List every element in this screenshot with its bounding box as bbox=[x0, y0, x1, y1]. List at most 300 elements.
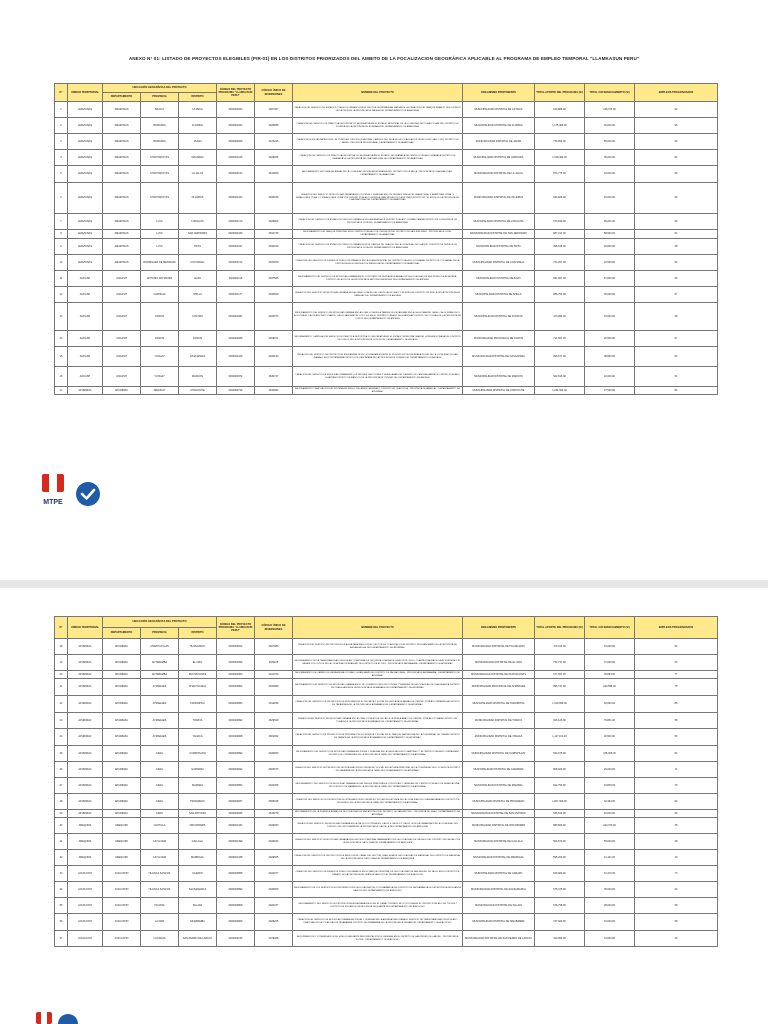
cell-provincia: ANTONIO RAYMONDI bbox=[141, 271, 179, 287]
cell-organismo: MUNICIPALIDAD DISTRITAL DE CALLALLI bbox=[463, 834, 535, 850]
document-title: ANEXO N° 01: LISTADO DE PROYECTOS ELEGIBLES (PIR-01) EN LOS DISTRITOS PRIORIZADOS DEL AMBITO DE LA FOCALIZACION GEOGRÁFICA APLICABLE AL PROGRAMA DE EMPLEO TEMPORAL "LLAMKASUN PERU" bbox=[128, 56, 640, 61]
cell-codigo-unico: 2499971 bbox=[255, 331, 293, 347]
cell-organismo: MUNICIPALIDAD DISTRITAL DE SILLIAN bbox=[463, 898, 535, 914]
cell-n: 29 bbox=[55, 810, 68, 818]
cell-organismo: MUNICIPALIDAD PROVINCIAL DE OCROS bbox=[463, 331, 535, 347]
cell-unidad: AMAZONAS bbox=[68, 255, 103, 271]
cell-distrito: NINABAMBA bbox=[179, 914, 217, 931]
cell-n: 28 bbox=[55, 794, 68, 810]
check-badge-icon bbox=[58, 1014, 78, 1024]
cell-organismo: MUNICIPALIDAD DISTRITAL DE CHACOCHE bbox=[463, 387, 535, 395]
header-n: N° bbox=[55, 84, 68, 102]
cell-codigo-unico: 2627986 bbox=[255, 639, 293, 655]
cell-empleos: 62 bbox=[635, 794, 718, 810]
cell-departamento: AMAZONAS bbox=[103, 150, 141, 166]
cell-distrito: LA PECA bbox=[179, 102, 217, 118]
cell-distrito: CURPAHUASI bbox=[179, 746, 217, 762]
cell-organismo: MUNICIPALIDAD DISTRITAL DE YANACA bbox=[463, 729, 535, 746]
cell-codigo-proyecto: 0000000163 bbox=[217, 102, 255, 118]
cell-departamento: ANCASH bbox=[103, 303, 141, 331]
cell-n: 18 bbox=[55, 639, 68, 655]
cell-distrito: SAN ANTONIO bbox=[179, 810, 217, 818]
cell-codigo-unico: 2634193 bbox=[255, 347, 293, 367]
cell-provincia: CARHUAZ bbox=[141, 287, 179, 303]
cell-codigo-unico: 2531105 bbox=[255, 655, 293, 671]
cell-organismo: MUNICIPALIDAD DISTRITAL DE SAN JERONIMO bbox=[463, 230, 535, 239]
cell-nombre-proyecto: CREACION DEL SERVICIO DE MOVILIDAD URBANA EN LOS PSTAS Y VEREDAS EN LOS JIRONES PERLA DEL IMAZA CDRA. 3, AMAZONAS CDRA. 3, MIRAFLORES CDRA. 2 Y MIRAFLORES CDRA 3 DE CENTRO POBLADO LA PERLA (SAN MIGUEL DE LA REYNA) DISTRITO DE OLLEROS DE LA PROVINCIA DE CHACHAPOYAS DEL DEPARTAMENTO DE AMAZONAS bbox=[293, 183, 463, 214]
cell-departamento: APURIMAC bbox=[103, 671, 141, 679]
cell-aporte: 473,999.00 bbox=[535, 303, 585, 331]
cell-departamento: AMAZONAS bbox=[103, 183, 141, 214]
cell-organismo: MUNICIPALIDAD DISTRITAL DE PACHACONAS bbox=[463, 671, 535, 679]
cell-aporte: 575,378.00 bbox=[535, 882, 585, 898]
cell-empleos: 52 bbox=[635, 102, 718, 118]
cell-aporte: 613,888.00 bbox=[535, 102, 585, 118]
cell-cofinanciamiento: 35,000.00 bbox=[585, 882, 635, 898]
cell-nombre-proyecto: CREACION DEL SERVICIO DE MOVILIDAD URBANA EN LOS JIRONES LAS FLORES Y HUASCARAN DEL CASERIO DE CANCHASHAPPA DE CENTRO POBLADO HUARYAN DISTRITO DE MANCOS DE LA PROVINCIA DE YUNGAY DEL DEPARTAMENTO DE ANCASH bbox=[293, 367, 463, 387]
cell-empleos: 54 bbox=[635, 746, 718, 762]
cell-organismo: MUNICIPALIDAD DISTRITAL DE SAN ANTONIO bbox=[463, 810, 535, 818]
cell-organismo: MUNICIPALIDAD DISTRITAL DE TORAYA bbox=[463, 713, 535, 729]
cell-nombre-proyecto: MEJORAMIENTO DE CAMINO DE HERRADURA COCHAUI - HUANCARAY DEL DISTRITO DE PACHACONAS - PROVINCIA DE ANTABAMBA - DEPARTAMENTO DE APURIMAC bbox=[293, 671, 463, 679]
cell-distrito: TAPAIRIHUA bbox=[179, 696, 217, 713]
cell-unidad: APURIMAC bbox=[68, 639, 103, 655]
cell-n: 33 bbox=[55, 866, 68, 882]
cell-organismo: MUNICIPALIDAD DISTRITAL DE COCHAS bbox=[463, 303, 535, 331]
cell-nombre-proyecto: CREACION DEL SERVICIO DE MOVILIDAD URBANA EN LAS VIAS LOCALES DE LA CALLE LA PERLA/ABAJO DE CENTRO POBLADO TORAYA DISTRITO DE TORAYA DE LA PROVINCIA DE AYMARAES DEL DEPARTAMENTO DE APURIMAC bbox=[293, 713, 463, 729]
cell-provincia: CHACHAPOYAS bbox=[141, 183, 179, 214]
cell-n: 14 bbox=[55, 331, 68, 347]
table-row bbox=[55, 746, 718, 762]
cell-codigo-unico: 2640509 bbox=[255, 287, 293, 303]
header-cofinanciamiento: TOTAL COFINANCIAMIENTO (S/) bbox=[585, 617, 635, 639]
cell-codigo-unico: 2515279 bbox=[255, 810, 293, 818]
cell-empleos: 48 bbox=[635, 834, 718, 850]
cell-codigo-unico: 2612259 bbox=[255, 696, 293, 713]
cell-distrito: SHILLA bbox=[179, 287, 217, 303]
table-row bbox=[55, 818, 718, 834]
cell-aporte: 812,793.00 bbox=[535, 778, 585, 794]
table-row bbox=[55, 729, 718, 746]
cell-nombre-proyecto: CREACION DEL SERVICIO DE PROMOCION DE INTEGRACION ECONOMICA Y SOCIAL EN LA PLAZA DE ARMAS DE CENTRO POBLADO TAPAIRIHUA DISTRITO DE TAPAIRIHUA DE LA PROVINCIA DE AYMARAES DEL DEPARTAMENTO DE APURIMAC bbox=[293, 696, 463, 713]
cell-nombre-proyecto: CREACION DEL SERVICIO DE ESPACIOS PUBLICOS URBANOS EN LA ALAMEDA DE CENTRO POBLADO CORRAL PAMPA DISTRITO DE LONGUITA DE LA PROVINCIA DE LUYA DEL DEPARTAMENTO DE AMAZONAS bbox=[293, 214, 463, 230]
cell-empleos: 53 bbox=[635, 655, 718, 671]
header-distrito: DISTRITO bbox=[179, 93, 217, 102]
cell-codigo-proyecto: 0000000974 bbox=[217, 639, 255, 655]
cell-empleos: 84 bbox=[635, 150, 718, 166]
cell-departamento: APURIMAC bbox=[103, 778, 141, 794]
cell-codigo-unico: 2633063 bbox=[255, 818, 293, 834]
header-provincia: PROVINCIA bbox=[141, 93, 179, 102]
cell-empleos: 64 bbox=[635, 271, 718, 287]
cell-codigo-unico: 2631366 bbox=[255, 778, 293, 794]
cell-unidad: AMAZONAS bbox=[68, 134, 103, 150]
cell-codigo-proyecto: 0000000993 bbox=[217, 882, 255, 898]
header-organismo: ORGANISMO PROPONENTE bbox=[463, 84, 535, 102]
cell-distrito: LONGUITA bbox=[179, 214, 217, 230]
cell-distrito: CALLALLI bbox=[179, 834, 217, 850]
header-empleos: EMPLEOS PROGRAMADOS bbox=[635, 617, 718, 639]
table-row bbox=[55, 834, 718, 850]
cell-departamento: AMAZONAS bbox=[103, 214, 141, 230]
cell-aporte: 399,577.00 bbox=[535, 347, 585, 367]
mtpe-logo-text: MTPE bbox=[43, 499, 63, 506]
cell-unidad: APURIMAC bbox=[68, 713, 103, 729]
cell-cofinanciamiento: 20,800.00 bbox=[585, 239, 635, 255]
cell-n: 12 bbox=[55, 287, 68, 303]
cell-unidad: APURIMAC bbox=[68, 387, 103, 395]
cell-unidad: APURIMAC bbox=[68, 746, 103, 762]
table-row bbox=[55, 134, 718, 150]
cell-departamento: AMAZONAS bbox=[103, 102, 141, 118]
table-row bbox=[55, 150, 718, 166]
cell-cofinanciamiento: 28,000.00 bbox=[585, 898, 635, 914]
cell-departamento: AMAZONAS bbox=[103, 166, 141, 183]
cell-empleos: 51 bbox=[635, 367, 718, 387]
cell-codigo-unico: 2441760 bbox=[255, 671, 293, 679]
cell-empleos: 52 bbox=[635, 347, 718, 367]
cell-cofinanciamiento: 79,851.00 bbox=[585, 713, 635, 729]
cell-n: 4 bbox=[55, 150, 68, 166]
cell-n: 16 bbox=[55, 367, 68, 387]
cell-n: 5 bbox=[55, 166, 68, 183]
cell-distrito: SILLIAN bbox=[179, 898, 217, 914]
cell-provincia: CAYLLOMA bbox=[141, 834, 179, 850]
table-row bbox=[55, 387, 718, 395]
cell-empleos: 84 bbox=[635, 387, 718, 395]
table-row bbox=[55, 230, 718, 239]
cell-unidad: APURIMAC bbox=[68, 810, 103, 818]
cell-provincia: LUYA bbox=[141, 230, 179, 239]
table-row bbox=[55, 810, 718, 818]
table-row bbox=[55, 639, 718, 655]
cell-departamento: APURIMAC bbox=[103, 679, 141, 696]
cell-codigo-proyecto: 0000001399 bbox=[217, 834, 255, 850]
cell-aporte: 632,613.00 bbox=[535, 367, 585, 387]
cell-aporte: 1,117,100.00 bbox=[535, 729, 585, 746]
header-distrito: DISTRITO bbox=[179, 628, 217, 639]
cell-nombre-proyecto: CREACION DEL SERVICIO DE PRACTICA DEPORTIVA Y/O RECREATIVA EN EL ESTADIO DE GRANADA DE CENTRO POBLADO GRANADA DISTRITO DE GRANADA DE LA PROVINCIA DE CHACHAPOYAS DEL DEPARTAMENTO DE AMAZONAS bbox=[293, 150, 463, 166]
cell-departamento: ANCASH bbox=[103, 331, 141, 347]
table-row bbox=[55, 287, 718, 303]
cell-departamento: APURIMAC bbox=[103, 810, 141, 818]
cell-provincia: AYMARAES bbox=[141, 696, 179, 713]
cell-cofinanciamiento: 32,494.00 bbox=[585, 794, 635, 810]
table-row bbox=[55, 671, 718, 679]
cell-provincia: CHACHAPOYAS bbox=[141, 166, 179, 183]
projects-table-page-1 bbox=[54, 83, 718, 395]
cell-codigo-unico: 2631977 bbox=[255, 866, 293, 882]
cell-codigo-proyecto: 0000000922 bbox=[217, 762, 255, 778]
cell-n: 15 bbox=[55, 347, 68, 367]
cell-cofinanciamiento: 31,472.00 bbox=[585, 866, 635, 882]
cell-organismo: MUNICIPALIDAD DISTRITAL DE CURPAHUASI bbox=[463, 746, 535, 762]
cell-unidad: AMAZONAS bbox=[68, 166, 103, 183]
cell-codigo-proyecto: 0000000289 bbox=[217, 331, 255, 347]
cell-organismo: MUNICIPALIDAD DISTRITAL DE TAPAIRIHUA bbox=[463, 696, 535, 713]
cell-nombre-proyecto: CREACION DEL SERVICIO DE ESPACIOS PUBLICOS URBANOS EN EL PARQUE DE CHAQUIL DE LA LOCALIDAD DE CHAQUIL, DISTRITO DE TRITA DE LA PROVINCIA DE LUYA DEL DEPARTAMENTO DE AMAZONAS bbox=[293, 239, 463, 255]
cell-nombre-proyecto: MEJORAMIENTO DE PLAZA DE ARMAS DE LA LOCALIDAD DE NUEVA ESPERANZA DEL DISTRITO DE LA JALCA - PROVINCIA DE CHACHAPOYAS - DEPARTAMENTO DE AMAZONAS bbox=[293, 166, 463, 183]
cell-departamento: AYACUCHO bbox=[103, 898, 141, 914]
cell-aporte: 733,953.00 bbox=[535, 134, 585, 150]
cell-provincia: GRAU bbox=[141, 794, 179, 810]
cell-n: 8 bbox=[55, 230, 68, 239]
cell-codigo-proyecto: 0000001334 bbox=[217, 818, 255, 834]
cell-distrito: GAMARRA bbox=[179, 762, 217, 778]
cell-nombre-proyecto: CREACION DEL SERVICIO DE MOVILIDAD URBANA EN LAS VIAS LOCALES DEL JIRON LAS FLORES Y JR BUIN DEL DISTRITO DE SHILLA DE LA PROVINCIA DE CARHUAZ DEL DEPARTAMENTO DE ANCASH bbox=[293, 287, 463, 303]
cell-cofinanciamiento: 15,000.00 bbox=[585, 303, 635, 331]
cell-codigo-unico: 2634038 bbox=[255, 183, 293, 214]
cell-departamento: APURIMAC bbox=[103, 762, 141, 778]
cell-distrito: YANACA bbox=[179, 729, 217, 746]
cell-codigo-unico: 2602952 bbox=[255, 729, 293, 746]
cell-distrito: TRITA bbox=[179, 239, 217, 255]
cell-codigo-unico: 2629966 bbox=[255, 150, 293, 166]
cell-empleos: 35 bbox=[635, 818, 718, 834]
table-row bbox=[55, 679, 718, 696]
cell-unidad: APURIMAC bbox=[68, 679, 103, 696]
cell-codigo-proyecto: 0000001027 bbox=[217, 239, 255, 255]
cell-unidad: AYACUCHO bbox=[68, 898, 103, 914]
table-row bbox=[55, 118, 718, 134]
cell-aporte: 721,567.00 bbox=[535, 331, 585, 347]
cell-cofinanciamiento: 99,201.00 bbox=[585, 214, 635, 230]
table-row bbox=[55, 898, 718, 914]
cell-codigo-proyecto: 0000000123 bbox=[217, 166, 255, 183]
cell-n: 24 bbox=[55, 729, 68, 746]
cell-distrito: OLLEROS bbox=[179, 183, 217, 214]
cell-organismo: MUNICIPALIDAD DISTRITAL DE MADRIGAL bbox=[463, 850, 535, 866]
cell-organismo: MUNICIPALIDAD DISTRITAL DE SACSAMARCA bbox=[463, 882, 535, 898]
cell-departamento: ANCASH bbox=[103, 367, 141, 387]
cell-provincia: LUYA bbox=[141, 239, 179, 255]
table-row bbox=[55, 794, 718, 810]
cell-organismo: MUNICIPALIDAD PROVINCIAL DE AYMARAES bbox=[463, 679, 535, 696]
cell-unidad: ANCASH bbox=[68, 347, 103, 367]
cell-aporte: 1,231,392.00 bbox=[535, 387, 585, 395]
cell-aporte: 1,007,309.00 bbox=[535, 794, 585, 810]
header-n: N° bbox=[55, 617, 68, 639]
table-row bbox=[55, 183, 718, 214]
cell-codigo-proyecto: 0000000069 bbox=[217, 134, 255, 150]
cell-n: 10 bbox=[55, 255, 68, 271]
cell-empleos: 65 bbox=[635, 810, 718, 818]
cell-organismo: MUNICIPALIDAD DISTRITAL DE SHILLA bbox=[463, 287, 535, 303]
cell-aporte: 414,959.00 bbox=[535, 931, 585, 947]
cell-nombre-proyecto: MEJORAMIENTO DEL PARQUE PRINCIPAL EN EL CENTRO POBLADO DE CHOSGON DEL DISTRITO DE SAN JERONIMO - PROVINCIA DE LUYA - DEPARTAMENTO DE AMAZONAS bbox=[293, 230, 463, 239]
cell-nombre-proyecto: CREACION DEL SERVICIO DE MOVILIDAD URBANA EN EL ACCESO PEATONAL MANASAPATIO EN LA LOCALIDAD DE CALLALLI DEL DISTRITO DE CALLALLI DE LA PROVINCIA DE CAYLLOMA DEL DEPARTAMENTO DE AREQUIPA bbox=[293, 834, 463, 850]
cell-n: 31 bbox=[55, 834, 68, 850]
cell-departamento: ANCASH bbox=[103, 287, 141, 303]
cell-departamento: AYACUCHO bbox=[103, 914, 141, 931]
cell-codigo-unico: 2479086 bbox=[255, 931, 293, 947]
cell-codigo-proyecto: 0000000993 bbox=[217, 746, 255, 762]
header-departamento: DEPARTAMENTO bbox=[103, 93, 141, 102]
cell-codigo-unico: 2620237 bbox=[255, 898, 293, 914]
cell-codigo-unico: 2514864 bbox=[255, 387, 293, 395]
cell-codigo-unico: 2595348 bbox=[255, 794, 293, 810]
cell-nombre-proyecto: MEJORAMIENTO DEL SERVICIO DE MOVILIDAD URBANA EN LAS VIAS LOCALES A TRAVES DE ESCALERAS EN LA CALLE MANUEL GRAU, CALLE FRANCISCO BOLOGNESI, CALLE ALFONSO UGARTE, CALLE SAN MARTIN Y PSJ. S/N EN EL CENTRO POBLADO DE HUANCHAY DISTRITO DE COCHAS DE LA PROVINCIA DE OCROS DEL DEPARTAMENTO DE ANCASH bbox=[293, 303, 463, 331]
cell-cofinanciamiento: 148,373.00 bbox=[585, 102, 635, 118]
cell-unidad: AYACUCHO bbox=[68, 882, 103, 898]
cell-unidad: AMAZONAS bbox=[68, 118, 103, 134]
cell-nombre-proyecto: CREACION DEL SERVICIO DE MOVILIDAD URBANA EN PISTAS Y VEREDAS EN LA AVENIDA PERU PARA EL SERVICIO DE TRANSITABILIDAD VEHICULAR Y PEATONAL EN LA LOCALIDAD DE NINABAMBA, DISTRITO DE NINABAMBA DE LA PROVINCIA DE LA MAR DEL DEPARTAMENTO DE AYACUCHO bbox=[293, 914, 463, 931]
cell-distrito: TORAYA bbox=[179, 713, 217, 729]
cell-organismo: MUNICIPALIDAD DISTRITAL DE MAMARA bbox=[463, 778, 535, 794]
cell-n: 6 bbox=[55, 183, 68, 214]
cell-n: 36 bbox=[55, 914, 68, 931]
header-aporte: TOTAL APORTE DEL PROGRAMA (S/) bbox=[535, 84, 585, 102]
cell-aporte: 808,029.00 bbox=[535, 762, 585, 778]
cell-codigo-unico: 2631209 bbox=[255, 255, 293, 271]
cell-codigo-proyecto: 0000001177 bbox=[217, 287, 255, 303]
cell-departamento: APURIMAC bbox=[103, 729, 141, 746]
cell-distrito: CASCAPARA bbox=[179, 347, 217, 367]
cell-empleos: 60 bbox=[635, 134, 718, 150]
table-row bbox=[55, 931, 718, 947]
cell-unidad: AREQUIPA bbox=[68, 818, 103, 834]
cell-cofinanciamiento: 240,079.00 bbox=[585, 818, 635, 834]
cell-distrito: JAZAN bbox=[179, 134, 217, 150]
table-row bbox=[55, 102, 718, 118]
table-row bbox=[55, 255, 718, 271]
cell-distrito: LA JALCA bbox=[179, 166, 217, 183]
cell-organismo: MUNICIPALIDAD DISTRITAL DE FLORIDA bbox=[463, 118, 535, 134]
cell-provincia: YUNGAY bbox=[141, 367, 179, 387]
cell-organismo: MUNICIPALIDAD DISTRITAL DE JAZAN bbox=[463, 134, 535, 150]
header-unidad: UNIDAD TERRITORIAL bbox=[68, 617, 103, 639]
table-row bbox=[55, 696, 718, 713]
page-separator bbox=[0, 580, 768, 588]
cell-empleos: 53 bbox=[635, 729, 718, 746]
cell-organismo: MUNICIPALIDAD DISTRITAL DE CARAPO bbox=[463, 866, 535, 882]
cell-cofinanciamiento: 30,000.00 bbox=[585, 118, 635, 134]
cell-provincia: ANTABAMBA bbox=[141, 671, 179, 679]
cell-nombre-proyecto: CREACION DEL SERVICIO DE PROMOCION DE INTEGRACION ECONOMICA Y SOCIAL EN LA PLAZA PRINCIPAL DE LA COMUNIDAD DE LLCCHIVILCA DISTRITO DE GAMARRA DE LA PROVINCIA DE GRAU DEL DEPARTAMENTO DE APURIMAC bbox=[293, 762, 463, 778]
cell-nombre-proyecto: CREACION DEL SERVICIO DE PROMOCION DE INTEGRACION ECONOMICA Y SOCIAL EN EL PARQUE SANTA ROSA DE LA COMUNIDAD DE YUMIRE DISTRITO DE YANACA DE LA PROVINCIA DE AYMARAES DEL DEPARTAMENTO DE APURIMAC bbox=[293, 729, 463, 746]
cell-codigo-unico: 2629205 bbox=[255, 914, 293, 931]
table-row bbox=[55, 214, 718, 230]
cell-nombre-proyecto: CREACION DEL SERVICIO DE MOVILIDAD URBANA EN LA CALLE LOS TRIGALES, CALLE S CALLE 8 Y CALLE 10 DE LA URBANIZACION LA LOCALIDAD DEL DISTRITO DE ORCOPAMPA DE LA PROVINCIA DE CASTILLA DEL DEPARTAMENTO DE AREQUIPA bbox=[293, 818, 463, 834]
cell-provincia: AYMARAES bbox=[141, 679, 179, 696]
cell-aporte: 495,165.00 bbox=[535, 239, 585, 255]
cell-departamento: AYACUCHO bbox=[103, 931, 141, 947]
cell-empleos: 61 bbox=[635, 230, 718, 239]
cell-nombre-proyecto: CREACION DEL SERVICIO DE PRACTICA DEPORTIVA Y/O RECREATIVA EN EL ESTADIO MUNICIPAL DE LA LOCALIDAD DE POMACOCHAS DEL DISTRITO DE FLORIDA DE LA PROVINCIA DE BONGARA DEL DEPARTAMENTO DE AMAZONAS bbox=[293, 118, 463, 134]
cell-provincia: BONGARA bbox=[141, 118, 179, 134]
cell-departamento: AMAZONAS bbox=[103, 134, 141, 150]
cell-codigo-unico: 2632973 bbox=[255, 303, 293, 331]
cell-n: 17 bbox=[55, 387, 68, 395]
cell-unidad: AYACUCHO bbox=[68, 931, 103, 947]
cell-provincia: GRAU bbox=[141, 778, 179, 794]
cell-departamento: APURIMAC bbox=[103, 696, 141, 713]
cell-cofinanciamiento: 38,800.00 bbox=[585, 347, 635, 367]
cell-codigo-proyecto: 0000001338 bbox=[217, 850, 255, 866]
cell-unidad: AMAZONAS bbox=[68, 102, 103, 118]
cell-organismo: MUNICIPALIDAD DISTRITAL DE LONGUITA bbox=[463, 214, 535, 230]
cell-departamento: APURIMAC bbox=[103, 746, 141, 762]
cell-empleos: 63 bbox=[635, 882, 718, 898]
cell-departamento: APURIMAC bbox=[103, 387, 141, 395]
cell-nombre-proyecto: CREACION DEL SERVICIO DE PROTECCION DE RIEGO EN EL CANAL DEL SECTOR CHALLIHUA DE LA LOCALIDAD DE MADRIGAL DEL DISTRITO DE MADRIGAL DE LA PROVINCIA DE CAYLLOMA DEL DEPARTAMENTO DE AREQUIPA bbox=[293, 850, 463, 866]
cell-codigo-proyecto: 0000001659 bbox=[217, 655, 255, 671]
cell-aporte: 732,737.00 bbox=[535, 655, 585, 671]
cell-empleos: 67 bbox=[635, 331, 718, 347]
cell-aporte: 889,663.00 bbox=[535, 818, 585, 834]
cell-unidad: APURIMAC bbox=[68, 696, 103, 713]
cell-codigo-proyecto: 0000000904 bbox=[217, 679, 255, 696]
cell-empleos: 58 bbox=[635, 713, 718, 729]
table-row bbox=[55, 303, 718, 331]
header-codigo-unico: CÓDIGO ÚNICO DE INVERSIONES bbox=[255, 84, 293, 102]
table-row bbox=[55, 778, 718, 794]
cell-distrito: COCHAS bbox=[179, 303, 217, 331]
cell-nombre-proyecto: CREACION DEL SERVICIO DE ESPACIOS PUBLICOS URBANOS EN LA PLAZA PRINCIPAL DE CENTRO POBLADO COCHAMAL DISTRITO DE COCHAMAL DE LA PROVINCIA DE RODRIGUEZ DE MENDOZA DEL DEPARTAMENTO DE AMAZONAS bbox=[293, 255, 463, 271]
cell-nombre-proyecto: MEJORAMIENTO DE LOS SERVICIOS ECOSISTEMICOS EN LA LOCALIDAD DE CCOCHAMARCA DEL DISTRITO DE SACSAMARCA DE LA PROVINCIA DE HUANCA SANCOS DEL DEPARTAMENTO DE AYACUCHO bbox=[293, 882, 463, 898]
cell-aporte: 995,737.00 bbox=[535, 679, 585, 696]
cell-codigo-unico: 2629900 bbox=[255, 214, 293, 230]
cell-cofinanciamiento: 43,809.00 bbox=[585, 778, 635, 794]
cell-provincia: AYMARAES bbox=[141, 713, 179, 729]
cell-codigo-unico: 2623889 bbox=[255, 118, 293, 134]
cell-n: 22 bbox=[55, 696, 68, 713]
cell-provincia: CASTILLA bbox=[141, 818, 179, 834]
cell-departamento: APURIMAC bbox=[103, 655, 141, 671]
cell-codigo-proyecto: 0000000992 bbox=[217, 713, 255, 729]
cell-nombre-proyecto: MEJORAMIENTO DEL SERVICIO DE MOVILIDAD URBANA EN PISTAS Y VEREDAS EN LA CALLE AUGUSTO MARTINEZ Y JR CENTRO POBLADO CURPAHUASI DISTRITO DE CURPAHUASI DE LA PROVINCIA DE GRAU DEL DEPARTAMENTO DE APURIMAC bbox=[293, 746, 463, 762]
cell-organismo: MUNICIPALIDAD DISTRITAL DE GRANADA bbox=[463, 150, 535, 166]
cell-distrito: CHACOCHE bbox=[179, 387, 217, 395]
table-row bbox=[55, 713, 718, 729]
cell-provincia: LUYA bbox=[141, 214, 179, 230]
cell-organismo: MUNICIPALIDAD DISTRITAL DE COCHAMAL bbox=[463, 255, 535, 271]
cell-cofinanciamiento: 22,505.00 bbox=[585, 255, 635, 271]
cell-unidad: APURIMAC bbox=[68, 729, 103, 746]
cell-cofinanciamiento: 29,000.00 bbox=[585, 762, 635, 778]
projects-table-page-2 bbox=[54, 616, 718, 947]
cell-aporte: 670,630.00 bbox=[535, 214, 585, 230]
cell-aporte: 818,123.00 bbox=[535, 713, 585, 729]
cell-empleos: 58 bbox=[635, 914, 718, 931]
cell-codigo-unico: 2630727 bbox=[255, 367, 293, 387]
cell-distrito: COCHAMAL bbox=[179, 255, 217, 271]
cell-codigo-proyecto: 0000000972 bbox=[217, 367, 255, 387]
cell-codigo-proyecto: 0000001170 bbox=[217, 214, 255, 230]
cell-nombre-proyecto: MEJORAMIENTO DEL SERVICIO DE MOVILIDAD URBANA EN EL JR. COMERCIO INCLUIDO PISTAS Y VEREDAS DE LA LOCALIDAD DE CHALHUANCA DISTRITO DE CHALHUANCA DE LA PROVINCIA DE AYMARAES DEL DEPARTAMENTO DE APURIMAC bbox=[293, 679, 463, 696]
cell-codigo-unico: 2637585 bbox=[255, 271, 293, 287]
cell-unidad: APURIMAC bbox=[68, 762, 103, 778]
cell-cofinanciamiento: 35,000.00 bbox=[585, 150, 635, 166]
table-body-page-2 bbox=[55, 639, 718, 947]
table-row bbox=[55, 762, 718, 778]
cell-provincia: CAYLLOMA bbox=[141, 850, 179, 866]
cell-n: 20 bbox=[55, 671, 68, 679]
cell-cofinanciamiento: 10,000.00 bbox=[585, 367, 635, 387]
cell-departamento: APURIMAC bbox=[103, 794, 141, 810]
cell-cofinanciamiento: 55,000.00 bbox=[585, 834, 635, 850]
cell-empleos: 73 bbox=[635, 866, 718, 882]
header-empleos: EMPLEOS PROGRAMADOS bbox=[635, 84, 718, 102]
cell-codigo-proyecto: 0000000808 bbox=[217, 898, 255, 914]
cell-departamento: AREQUIPA bbox=[103, 850, 141, 866]
cell-cofinanciamiento: 15,000.00 bbox=[585, 914, 635, 931]
cell-organismo: MUNICIPALIDAD DISTRITAL DE HUANCARAY bbox=[463, 639, 535, 655]
cell-aporte: 595,200.00 bbox=[535, 850, 585, 866]
cell-provincia: AYMARAES bbox=[141, 729, 179, 746]
cell-n: 23 bbox=[55, 713, 68, 729]
cell-aporte: 886,750.00 bbox=[535, 287, 585, 303]
